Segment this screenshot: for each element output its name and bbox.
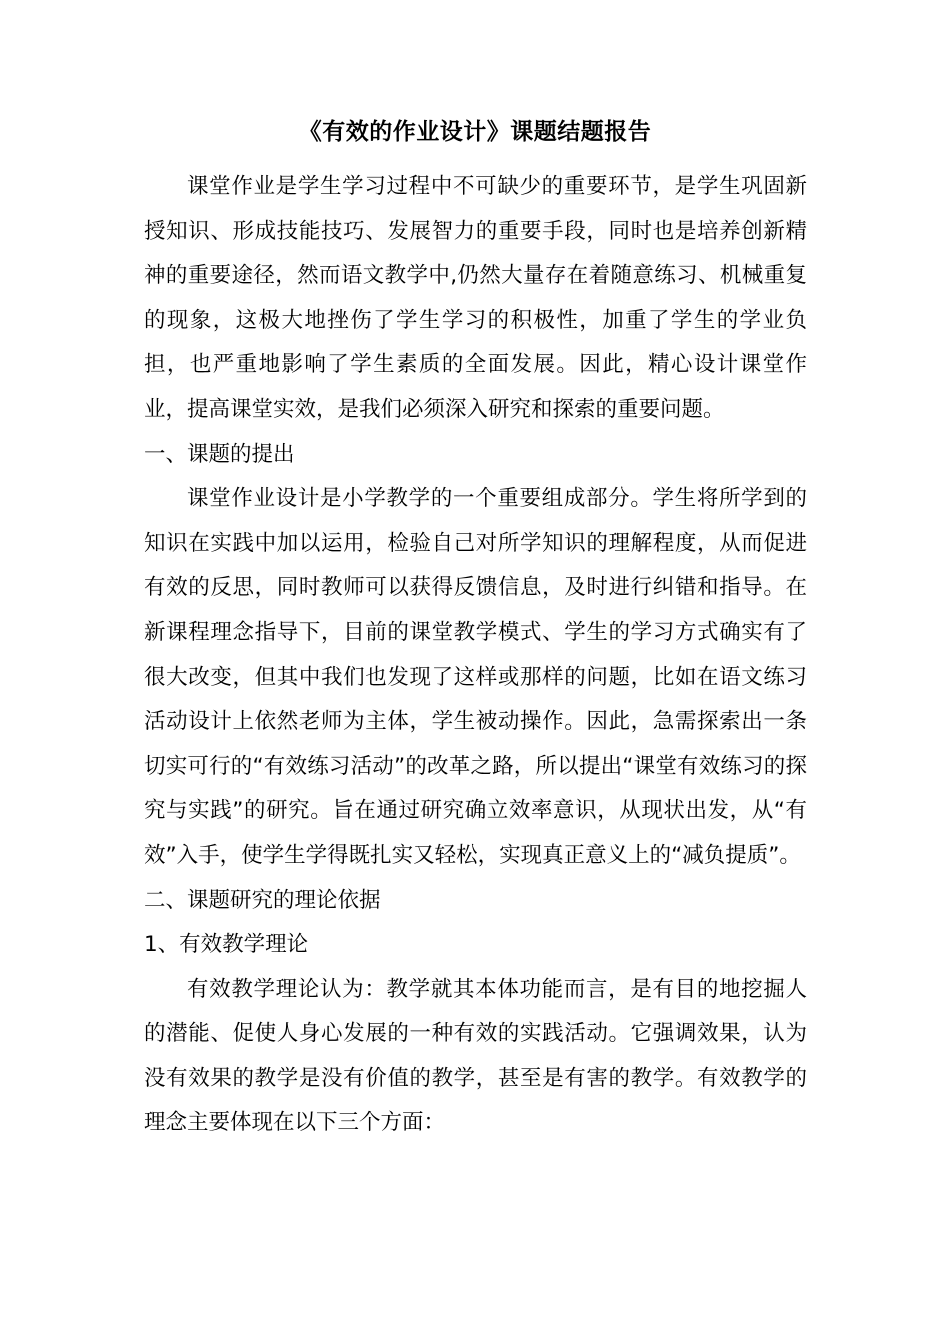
section-heading-1: 一、课题的提出 [144,441,295,467]
document-body [144,165,807,1146]
document-title: 《有效的作业设计》课题结题报告 [298,119,652,145]
subsection-heading-1: 1、有效教学理论 [144,932,309,958]
section-1-paragraph: 课堂作业设计是小学教学的一个重要组成部分。学生将所学到的知识在实践中加以运用，检验自己对所学知识的理解程度，从而促进有效的反思，同时教师可以获得反馈信息，及时进行纠错和指导。在新课程理念指导下，目前的课堂教学模式、学生的学习方式确实有了很大改变，但其中我们也发现了这样或那样的问题，比如在语文练习活动设计上依然老师为主体，学生被动操作。因此，急需探索出一条切实可行的“有效练习活动”的改革之路，所以提出“课堂有效练习的探究与实践”的研究。旨在通过研究确立效率意识，从现状出发，从“有效”入手，使学生学得既扎实又轻松，实现真正意义上的“减负提质”。 [144,486,807,868]
section-heading-2: 二、课题研究的理论依据 [144,887,381,913]
subsection-1-paragraph: 有效教学理论认为：教学就其本体功能而言，是有目的地挖掘人的潜能、促使人身心发展的一种有效的实践活动。它强调效果，认为没有效果的教学是没有价值的教学，甚至是有害的教学。有效教学的理念主要体现在以下三个方面： [144,976,807,1136]
intro-paragraph: 课堂作业是学生学习过程中不可缺少的重要环节，是学生巩固新授知识、形成技能技巧、发展智力的重要手段，同时也是培养创新精神的重要途径，然而语文教学中,仍然大量存在着随意练习、机械重复的现象，这极大地挫伤了学生学习的积极性，加重了学生的学业负担，也严重地影响了学生素质的全面发展。因此，精心设计课堂作业，提高课堂实效，是我们必须深入研究和探索的重要问题。 [144,174,807,422]
